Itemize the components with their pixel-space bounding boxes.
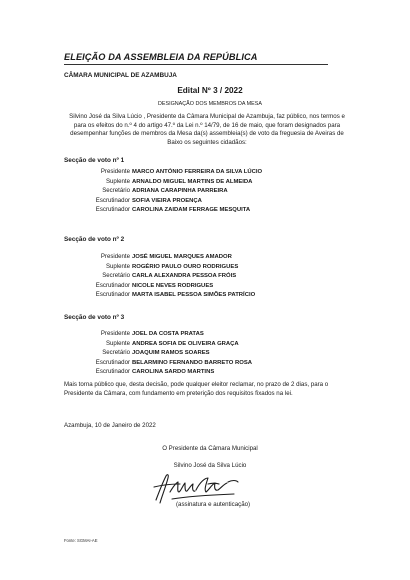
member-role: Suplente	[105, 339, 130, 347]
member-row	[68, 329, 368, 339]
member-role: Presidente	[100, 330, 130, 337]
organization-name: CÂMARA MUNICIPAL DE AZAMBUJA	[64, 72, 177, 79]
member-role: Secretário	[102, 349, 130, 357]
member-name: JOSÉ MIGUEL MARQUES AMADOR	[132, 254, 232, 260]
member-row	[68, 348, 368, 358]
signature-caption: (assinatura e autenticação)	[176, 501, 251, 508]
member-row	[68, 252, 368, 262]
member-row	[68, 367, 368, 377]
member-row	[68, 290, 368, 300]
member-name: SOFIA VIEIRA PROENÇA	[132, 197, 202, 204]
member-row	[68, 177, 368, 187]
section-3-title: Secção de voto nº 3	[64, 314, 125, 321]
intro-paragraph: Silvino José da Silva Lúcio , Presidente da Câmara Municipal de Azambuja, faz público, nos termos e para os efeitos do n.º 4 do artigo 47.º da Lei n.º 14/79, de 16 de maio, que foram designados para desempenhar funções de membros da Mesa da(s) assembleia(s) de voto da freguesia de Aveiras de Baixo os seguintes cidadãos:	[69, 113, 345, 146]
section-2-title: Secção de voto nº 2	[64, 236, 125, 243]
section-2-members	[68, 252, 368, 300]
member-role: Presidente	[100, 168, 130, 175]
member-name: NICOLE NEVES RODRIGUES	[132, 282, 214, 289]
member-role: Escrutinador	[95, 196, 130, 204]
member-name: BELARMINO FERNANDO BARRETO ROSA	[132, 359, 252, 366]
member-name: ROGÉRIO PAULO OURO RODRIGUES	[132, 263, 239, 270]
member-row	[68, 262, 368, 272]
section-1-members	[68, 167, 368, 215]
section-1-title: Secção de voto nº 1	[64, 157, 125, 164]
member-name: ANDREA SOFIA DE OLIVEIRA GRAÇA	[132, 340, 239, 347]
source-footnote: Fonte: SGMAI-AE	[64, 538, 98, 543]
member-role: Escrutinador	[95, 206, 130, 214]
member-role: Secretário	[102, 187, 130, 195]
member-name: JOEL DA COSTA PRATAS	[132, 331, 204, 337]
section-3-members	[68, 329, 368, 377]
member-row	[68, 186, 368, 196]
closing-paragraph: Mais torna público que, desta decisão, pode qualquer eleitor reclamar, no prazo de 2 dias, para o Presidente da Câmara, com fundamento em preterição dos requisitos fixados na lei.	[64, 381, 329, 397]
member-role: Escrutinador	[95, 368, 130, 376]
signatory-name: Silvino José da Silva Lúcio	[173, 462, 247, 469]
member-role: Presidente	[100, 253, 130, 260]
edital-subtitle: DESIGNAÇÃO DOS MEMBROS DA MESA	[158, 101, 262, 107]
member-row	[68, 196, 368, 206]
member-row	[68, 339, 368, 349]
document-title: ELEIÇÃO DA ASSEMBLEIA DA REPÚBLICA	[64, 52, 258, 62]
member-name: ARNALDO MIGUEL MARTINS DE ALMEIDA	[132, 178, 253, 185]
document-date: Azambuja, 10 de Janeiro de 2022	[64, 422, 156, 429]
member-name: CAROLINA SARDO MARTINS	[132, 369, 215, 376]
member-role: Suplente	[105, 262, 130, 270]
member-row	[68, 358, 368, 368]
title-underline	[64, 64, 328, 65]
member-name: JOAQUIM RAMOS SOARES	[132, 350, 210, 357]
member-role: Escrutinador	[95, 358, 130, 366]
member-name: CAROLINA ZAIDAM FERRAGE MESQUITA	[132, 207, 251, 214]
member-name: ADRIANA CARAPINHA PARREIRA	[132, 188, 228, 195]
member-role: Escrutinador	[95, 291, 130, 299]
member-role: Secretário	[102, 272, 130, 280]
member-role: Escrutinador	[95, 281, 130, 289]
member-name: CARLA ALEXANDRA PESSOA FRÓIS	[132, 273, 237, 280]
member-row	[68, 281, 368, 291]
member-role: Suplente	[105, 177, 130, 185]
member-row	[68, 205, 368, 215]
signatory-title: O Presidente da Câmara Municipal	[162, 445, 258, 452]
member-row	[68, 167, 368, 177]
member-row	[68, 271, 368, 281]
member-name: MARCO ANTÓNIO FERREIRA DA SILVA LÚCIO	[132, 169, 263, 175]
edital-number: Edital Nº 3 / 2022	[177, 86, 243, 95]
member-name: MARTA ISABEL PESSOA SIMÕES PATRÍCIO	[132, 292, 256, 299]
